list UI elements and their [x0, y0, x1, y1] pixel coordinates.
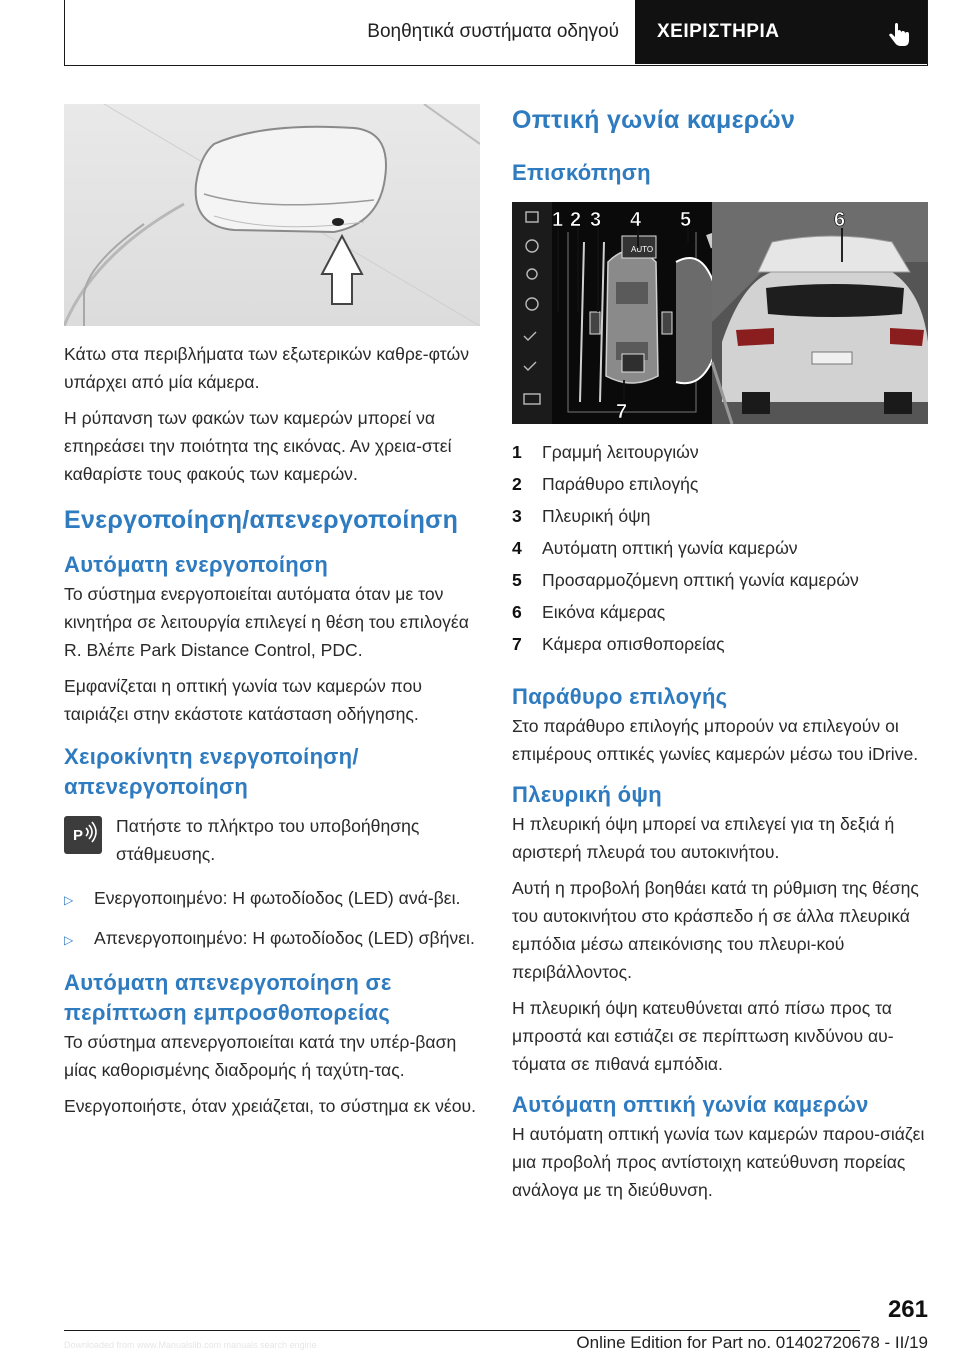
page-number: 261 — [887, 1296, 928, 1323]
overview-heading: Επισκόπηση — [512, 160, 651, 185]
chapter-tab — [635, 0, 927, 64]
auto-deactivation-text-1: Το σύστημα απενεργοποιείται κατά την υπέρ‐βαση μίας καθορισμένης διαδρομής ή ταχύτη‐τας. — [64, 1032, 457, 1080]
auto-activation-text-1: Το σύστημα ενεργοποιείται αυτόματα όταν με τον κινητήρα σε λειτουργία επιλεγεί η θέση του επιλογέα R. Βλέπε Park Distance Control, PDC. — [64, 584, 469, 660]
svg-text:P: P — [73, 827, 84, 844]
bullet-led-on — [64, 884, 480, 914]
side-view-heading: Πλευρική όψη — [512, 782, 662, 807]
watermark: Downloaded from www.Manualslib.com manuals search engine — [64, 1340, 317, 1350]
auto-activation-heading: Αυτόματη ενεργοποίηση — [64, 552, 329, 577]
auto-angle-text: Η αυτόματη οπτική γωνία των καμερών παρου‐σιάζει μια προβολή προς αντίστοιχη κατεύθυνση πορείας ανάλογα με τη διεύθυνση. — [512, 1124, 925, 1200]
side-view-text-3: Η πλευρική όψη κατευθύνεται από πίσω προς τα μπροστά και εστιάζει σε περίπτωση κινδύνου αυ‐τόματα σε πιθανά εμπόδια. — [512, 998, 894, 1074]
pdc-button-instruction — [64, 812, 480, 868]
footer — [576, 1333, 928, 1353]
callout-5: 5 — [680, 209, 692, 231]
callout-6: 6 — [834, 209, 846, 231]
camera-angle-heading: Οπτική γωνία καμερών — [512, 106, 796, 134]
lens-dirt-note: Η ρύπανση των φακών των καμερών μπορεί να επηρεάσει την ποιότητα της εικόνας. Αν χρεια‐στεί καθαρίστε τους φακούς των καμερών. — [64, 408, 452, 484]
auto-activation-text-2: Εμφανίζεται η οπτική γωνία των καμερών που ταιριάζει στην εκάστοτε κατάσταση οδήγησης. — [64, 676, 422, 724]
selection-window-text: Στο παράθυρο επιλογής μπορούν να επιλεγούν οι επιμέρους οπτικές γωνίες καμερών μέσω του iDrive. — [512, 716, 919, 764]
callout-2: 2 — [570, 209, 582, 231]
page-header — [64, 0, 928, 66]
legend-item: 2 Παράθυρο επιλογής — [512, 474, 699, 494]
camera-display-image — [512, 202, 928, 424]
left-column — [64, 104, 480, 1128]
bullet-text: Απενεργοποιημένο: Η φωτοδίοδος (LED) σβήνει. — [94, 928, 475, 948]
legend-item: 5 Προσαρμοζόμενη οπτική γωνία καμερών — [512, 570, 859, 590]
legend-item: 4 Αυτόματη οπτική γωνία καμερών — [512, 538, 798, 558]
legend-item: 3 Πλευρική όψη — [512, 506, 651, 526]
activation-heading: Ενεργοποίηση/απενεργοποίηση — [64, 506, 459, 534]
mirror-caption: Κάτω στα περιβλήματα των εξωτερικών καθρε‐φτών υπάρχει από μία κάμερα. — [64, 344, 469, 392]
mirror-illustration — [64, 104, 480, 326]
callout-3: 3 — [590, 209, 602, 231]
legend-item: 1 Γραμμή λειτουργιών — [512, 442, 699, 462]
side-view-text-2: Αυτή η προβολή βοηθάει κατά τη ρύθμιση της θέσης του αυτοκινήτου στο κράσπεδο ή σε άλλα πλευρικά εμπόδια μέσω απεικόνισης του πλευρι‐κού περιβάλλοντος. — [512, 878, 919, 982]
callout-1: 1 — [552, 209, 564, 231]
triangle-bullet-icon: ▷ — [64, 893, 74, 907]
chapter-title: ΧΕΙΡΙΣΤΗΡΙΑ — [657, 21, 780, 42]
legend-item: 7 Κάμερα οπισθοπορείας — [512, 634, 725, 654]
right-column — [512, 104, 928, 1212]
hand-pointer-icon — [885, 22, 913, 50]
selection-window-heading: Παράθυρο επιλογής — [512, 684, 728, 709]
bullet-led-off — [64, 924, 480, 954]
footer-divider — [64, 1330, 860, 1331]
triangle-bullet-icon: ▷ — [64, 933, 74, 947]
legend-item: 6 Εικόνα κάμερας — [512, 602, 666, 622]
overview-legend — [512, 436, 928, 660]
auto-angle-heading: Αυτόματη οπτική γωνία καμερών — [512, 1092, 869, 1117]
section-title: Βοηθητικά συστήματα οδηγού — [367, 21, 619, 42]
auto-deactivation-heading: Αυτόματη απενεργοποίηση σε περίπτωση εμπροσθοπορείας — [64, 970, 392, 1025]
auto-deactivation-text-2: Ενεργοποιήστε, όταν χρειάζεται, το σύστημα εκ νέου. — [64, 1096, 477, 1116]
pdc-button-text: Πατήστε το πλήκτρο του υποβοήθησης στάθμευσης. — [116, 816, 420, 864]
side-mirror-camera-image — [64, 104, 480, 326]
park-assist-button-icon — [64, 816, 102, 854]
auto-label: AUTO — [631, 245, 654, 254]
bullet-text: Ενεργοποιημένο: Η φωτοδίοδος (LED) ανά‐βει. — [94, 888, 461, 908]
callout-4: 4 — [630, 209, 642, 231]
manual-activation-heading: Χειροκίνητη ενεργοποίηση/απενεργοποίηση — [64, 744, 359, 799]
edition-text: Online Edition for Part no. 01402720678 - II/19 — [576, 1333, 928, 1352]
callout-7: 7 — [616, 401, 628, 423]
camera-screen-illustration — [512, 202, 928, 424]
side-view-text-1: Η πλευρική όψη μπορεί να επιλεγεί για τη δεξιά ή αριστερή πλευρά του αυτοκινήτου. — [512, 814, 895, 862]
